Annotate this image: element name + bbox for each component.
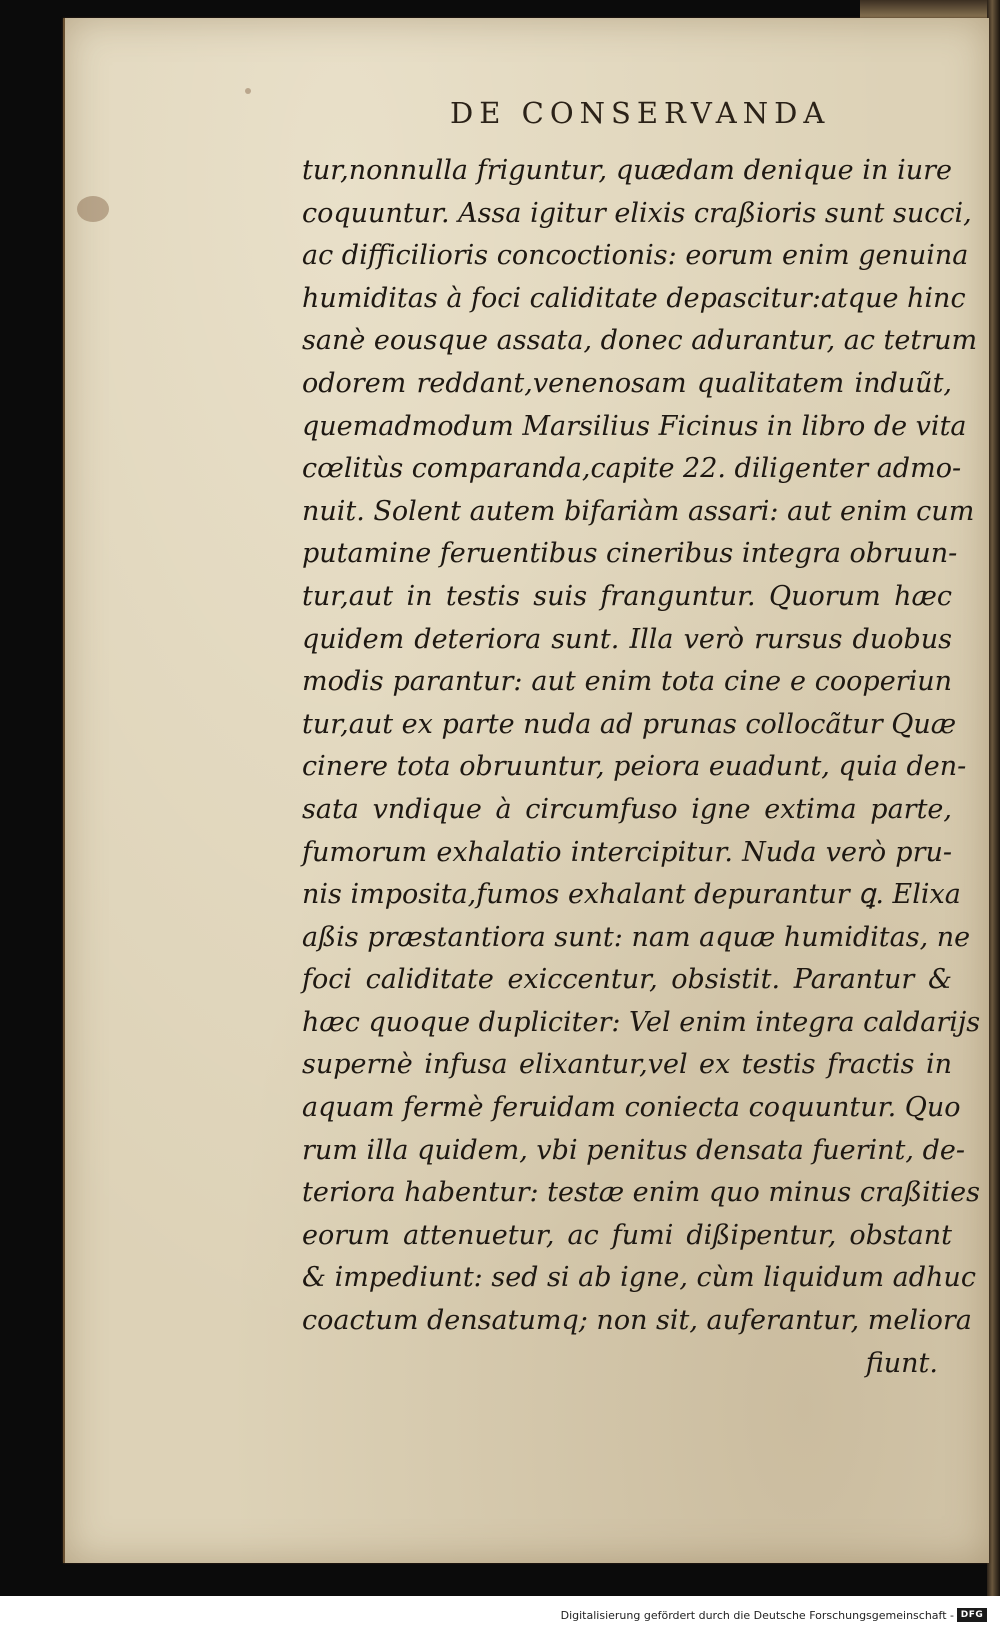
funding-credit: Digitalisierung gefördert durch die Deutsche Forschungsgemeinschaft -	[560, 1609, 954, 1622]
text-line: tur,aut ex parte nuda ad prunas collocãtur Quæ	[302, 708, 957, 740]
text-line: quemadmodum Marsilius Ficinus in libro de vita	[302, 410, 967, 442]
text-line: teriora habentur: testæ enim quo minus craßities	[302, 1177, 980, 1209]
text-line: aßis præstantiora sunt: nam aquæ humiditas, ne	[302, 921, 971, 953]
text-line: tur,nonnulla friguntur, quædam denique in iure	[302, 155, 952, 186]
text-line: fumorum exhalatio intercipitur. Nuda verò pru-	[302, 836, 952, 868]
text-line: supernè infusa elixantur,vel ex testis fractis in	[302, 1049, 952, 1081]
text-line: odorem reddant,venenosam qualitatem induũt,	[302, 367, 952, 399]
text-line: & impediunt: sed si ab igne, cùm liquidum adhuc	[302, 1262, 976, 1294]
text-line: sanè eousque assata, donec adurantur, ac tetrum	[302, 325, 978, 357]
text-line: putamine feruentibus cineribus integra obruun-	[302, 538, 958, 570]
text-line: humiditas à foci caliditate depascitur:atque hinc	[302, 282, 966, 314]
running-head: DE CONSERVANDA	[450, 96, 831, 130]
text-line: cœlitùs comparanda,capite 22. diligenter admo-	[302, 453, 962, 485]
text-line: foci caliditate exiccentur, obsistit. Parantur &	[302, 964, 952, 996]
text-line: coactum densatumq; non sit, auferantur, meliora	[302, 1305, 972, 1337]
text-line: modis parantur: aut enim tota cine e cooperiun	[302, 666, 952, 698]
text-line: rum illa quidem, vbi penitus densata fuerint, de-	[302, 1134, 965, 1166]
text-line: coquuntur. Assa igitur elixis craßioris sunt succi,	[302, 197, 972, 229]
foxing-stain	[77, 196, 109, 222]
text-line: nuit. Solent autem bifariàm assari: aut enim cum	[302, 495, 975, 527]
catchword: fiunt.	[865, 1347, 938, 1379]
dfg-logo: DFG	[957, 1608, 987, 1622]
text-line: aquam fermè feruidam coniecta coquuntur. Quo	[302, 1092, 961, 1124]
text-line: quidem deteriora sunt. Illa verò rursus duobus	[302, 623, 952, 655]
text-line: ac difficilioris concoctionis: eorum enim genuina	[302, 240, 969, 272]
text-line: cinere tota obruuntur, peiora euadunt, quia den-	[302, 751, 967, 783]
text-line: eorum attenuetur, ac fumi dißipentur, obstant	[302, 1219, 952, 1251]
foxing-spot	[245, 88, 251, 94]
page-stack-edge-top	[860, 0, 987, 18]
text-line: nis imposita,fumos exhalant depurantur ꝗ. Elixa	[302, 879, 961, 911]
text-line: sata vndique à circumfuso igne extima parte,	[302, 793, 952, 825]
text-line: hæc quoque dupliciter: Vel enim integra caldarijs	[302, 1006, 981, 1038]
body-text	[302, 150, 981, 1385]
text-line: tur,aut in testis suis franguntur. Quorum hæc	[302, 580, 952, 612]
